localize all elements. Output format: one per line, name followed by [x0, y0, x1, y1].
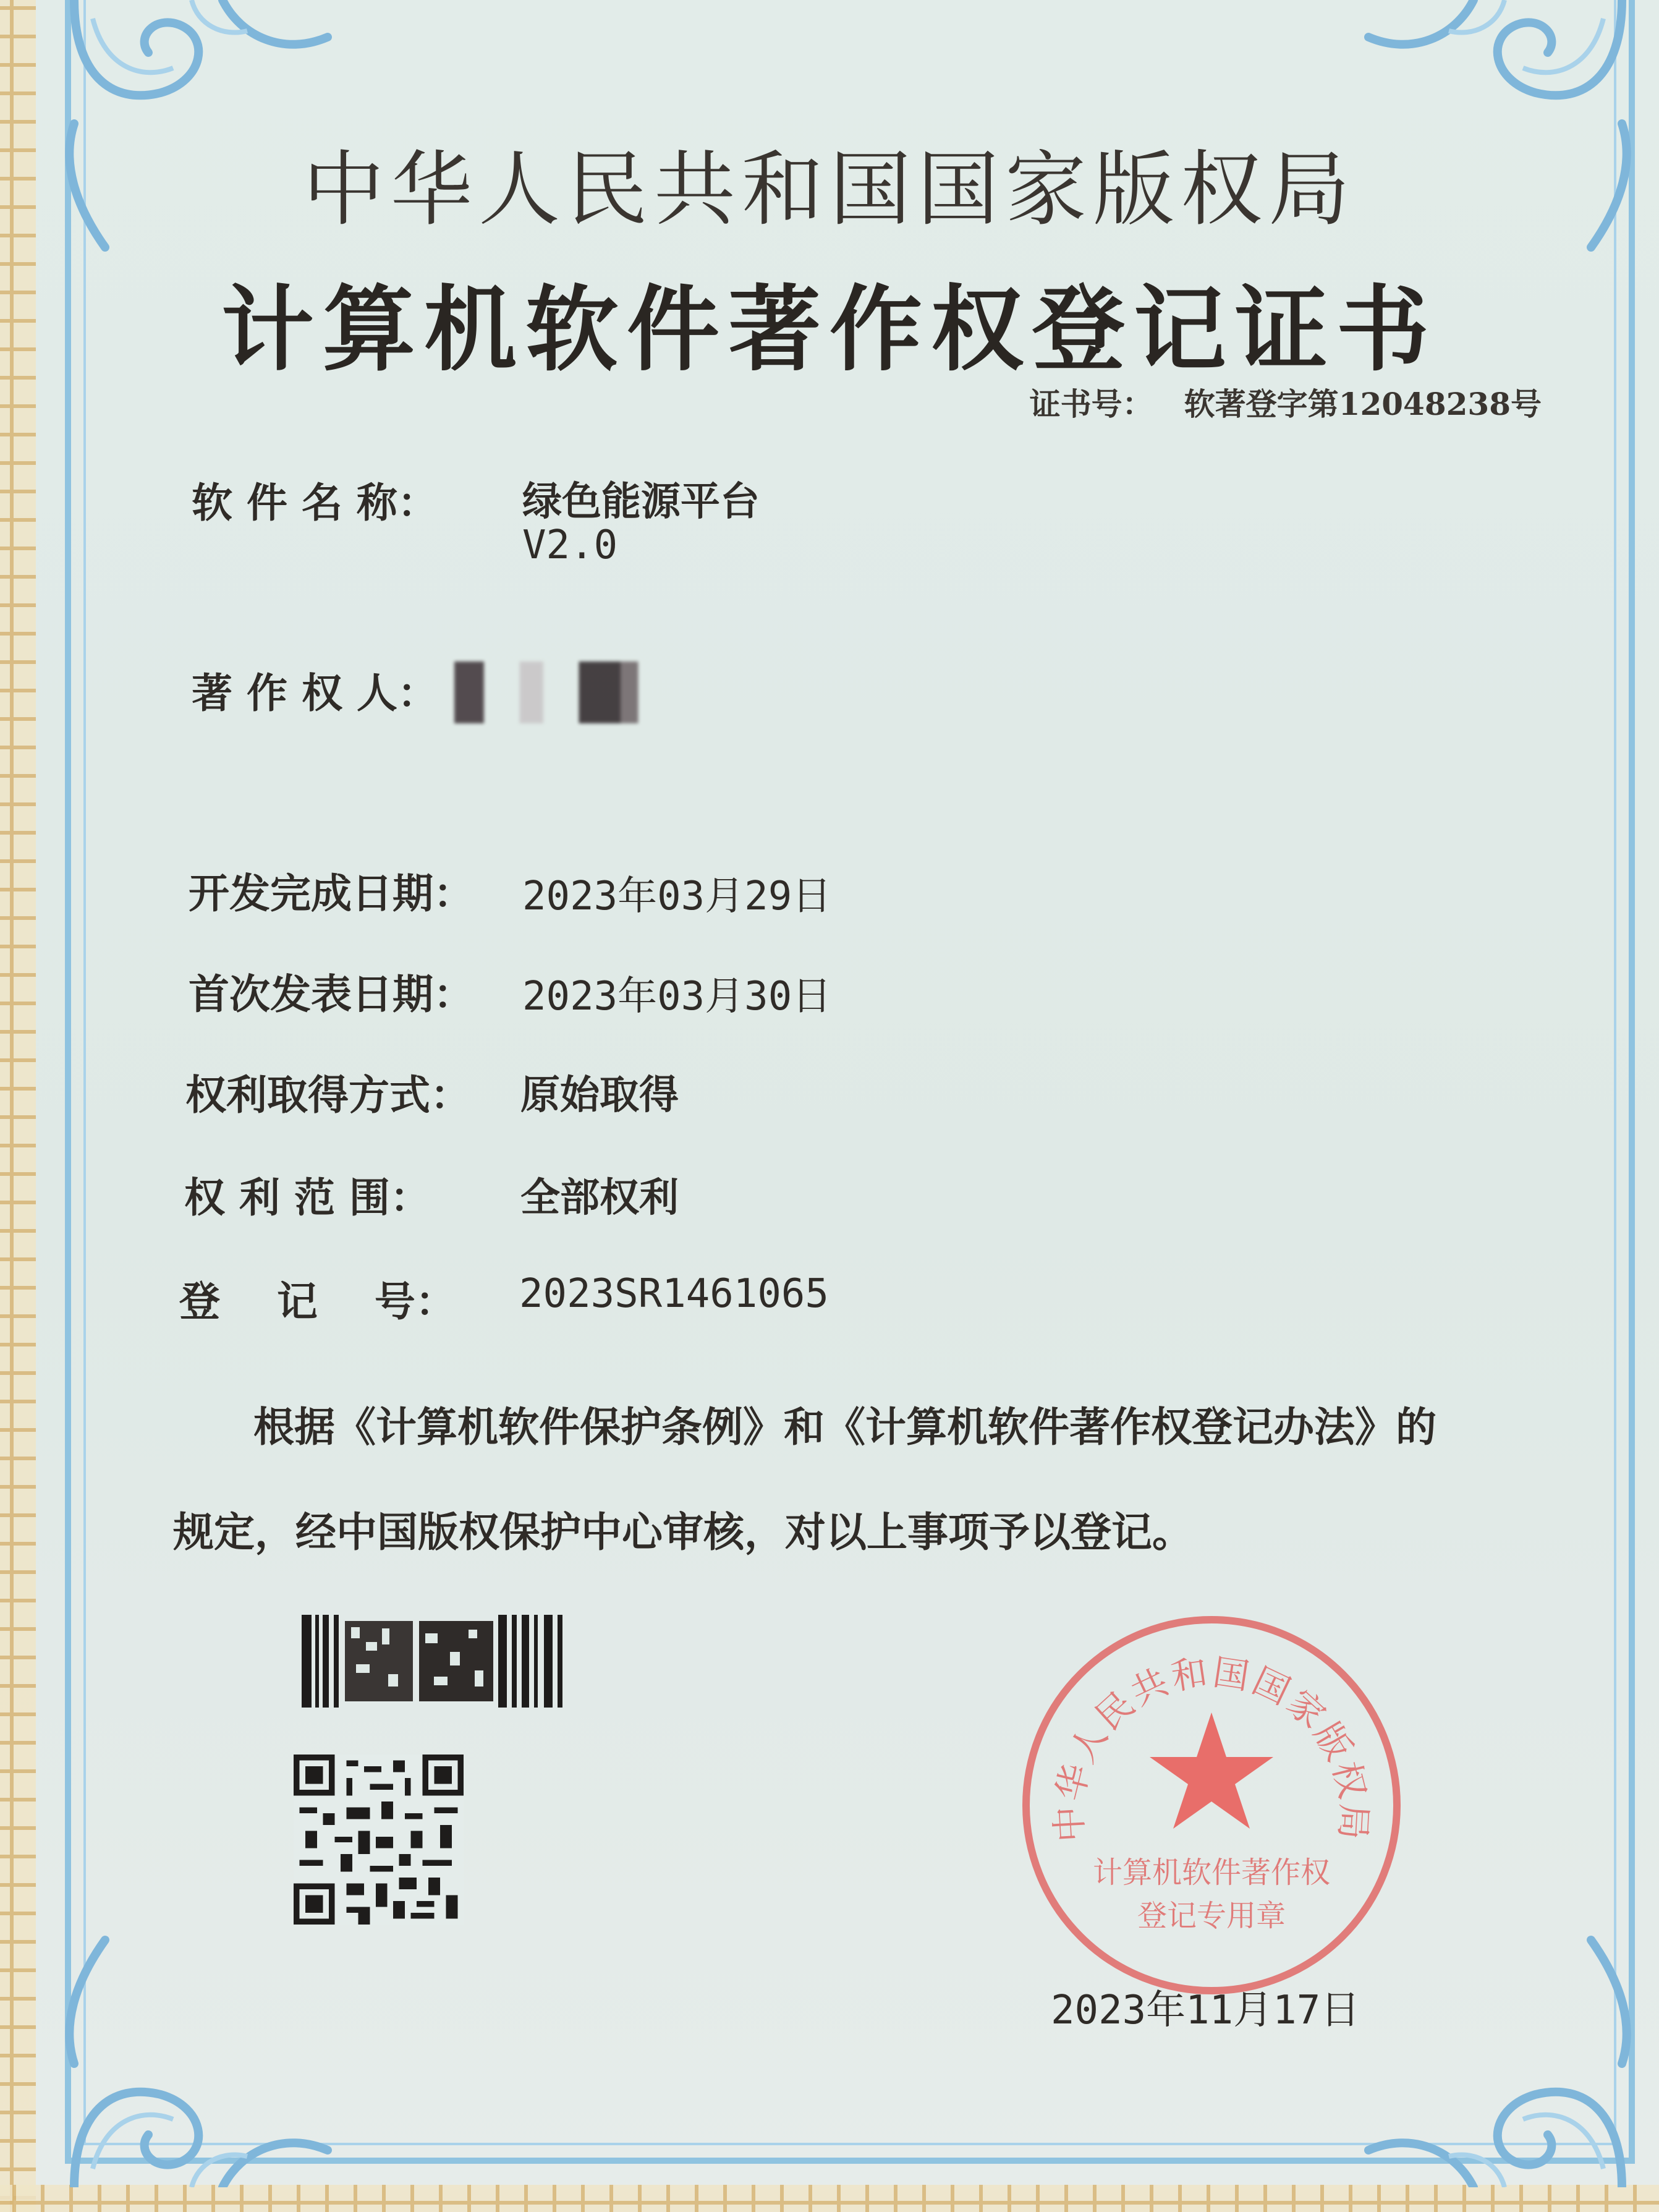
first-publish-date-value: 2023年03月30日 [522, 974, 832, 1019]
registration-no-label: 登 记 号： [179, 1277, 456, 1325]
certificate-title: 计算机软件著作权登记证书 [221, 275, 1438, 384]
certificate-number-label: 证书号： [1029, 386, 1153, 422]
software-name-label: 软 件 名 称： [192, 479, 438, 527]
official-seal [1014, 1607, 1409, 2003]
statement-line-1: 根据《计算机软件保护条例》和《计算机软件著作权登记办法》的 [253, 1403, 1436, 1451]
dev-complete-date-label: 开发完成日期： [189, 869, 474, 917]
copyright-owner-label: 著 作 权 人： [192, 669, 438, 717]
seal-inner-line-2: 登记专用章 [1137, 1899, 1286, 1933]
certificate-number [1030, 380, 1542, 424]
seal-ring-text: 中华人民共和国国家版权局 [1047, 1651, 1376, 1844]
ornament-corner-bottom-left [37, 1928, 359, 2187]
software-version-value: V2.0 [522, 522, 618, 568]
seal-inner-line-1: 计算机软件著作权 [1092, 1855, 1331, 1890]
rights-acquisition-value: 原始取得 [520, 1072, 679, 1118]
statement-line-2: 规定，经中国版权保护中心审核，对以上事项予以登记。 [173, 1508, 1193, 1556]
registration-no-value: 2023SR1461065 [519, 1271, 829, 1317]
certificate-number-value: 软著登字第12048238号 [1184, 386, 1542, 422]
greek-key-border-bottom [0, 2185, 1659, 2212]
issue-date: 2023年11月17日 [1051, 1988, 1360, 2033]
dev-complete-date-value: 2023年03月29日 [522, 874, 832, 919]
rights-scope-value: 全部权利 [520, 1175, 679, 1221]
rights-acquisition-label: 权利取得方式： [185, 1071, 471, 1119]
issuing-agency: 中华人民共和国国家版权局 [303, 142, 1356, 237]
first-publish-date-label: 首次发表日期： [189, 970, 474, 1018]
redacted-owner-name [454, 661, 751, 723]
software-name-value: 绿色能源平台 [522, 479, 760, 525]
seal-star-icon [1150, 1712, 1273, 1829]
qr-code [294, 1755, 464, 1925]
rights-scope-label: 权 利 范 围： [184, 1173, 431, 1222]
barcode [302, 1615, 567, 1708]
